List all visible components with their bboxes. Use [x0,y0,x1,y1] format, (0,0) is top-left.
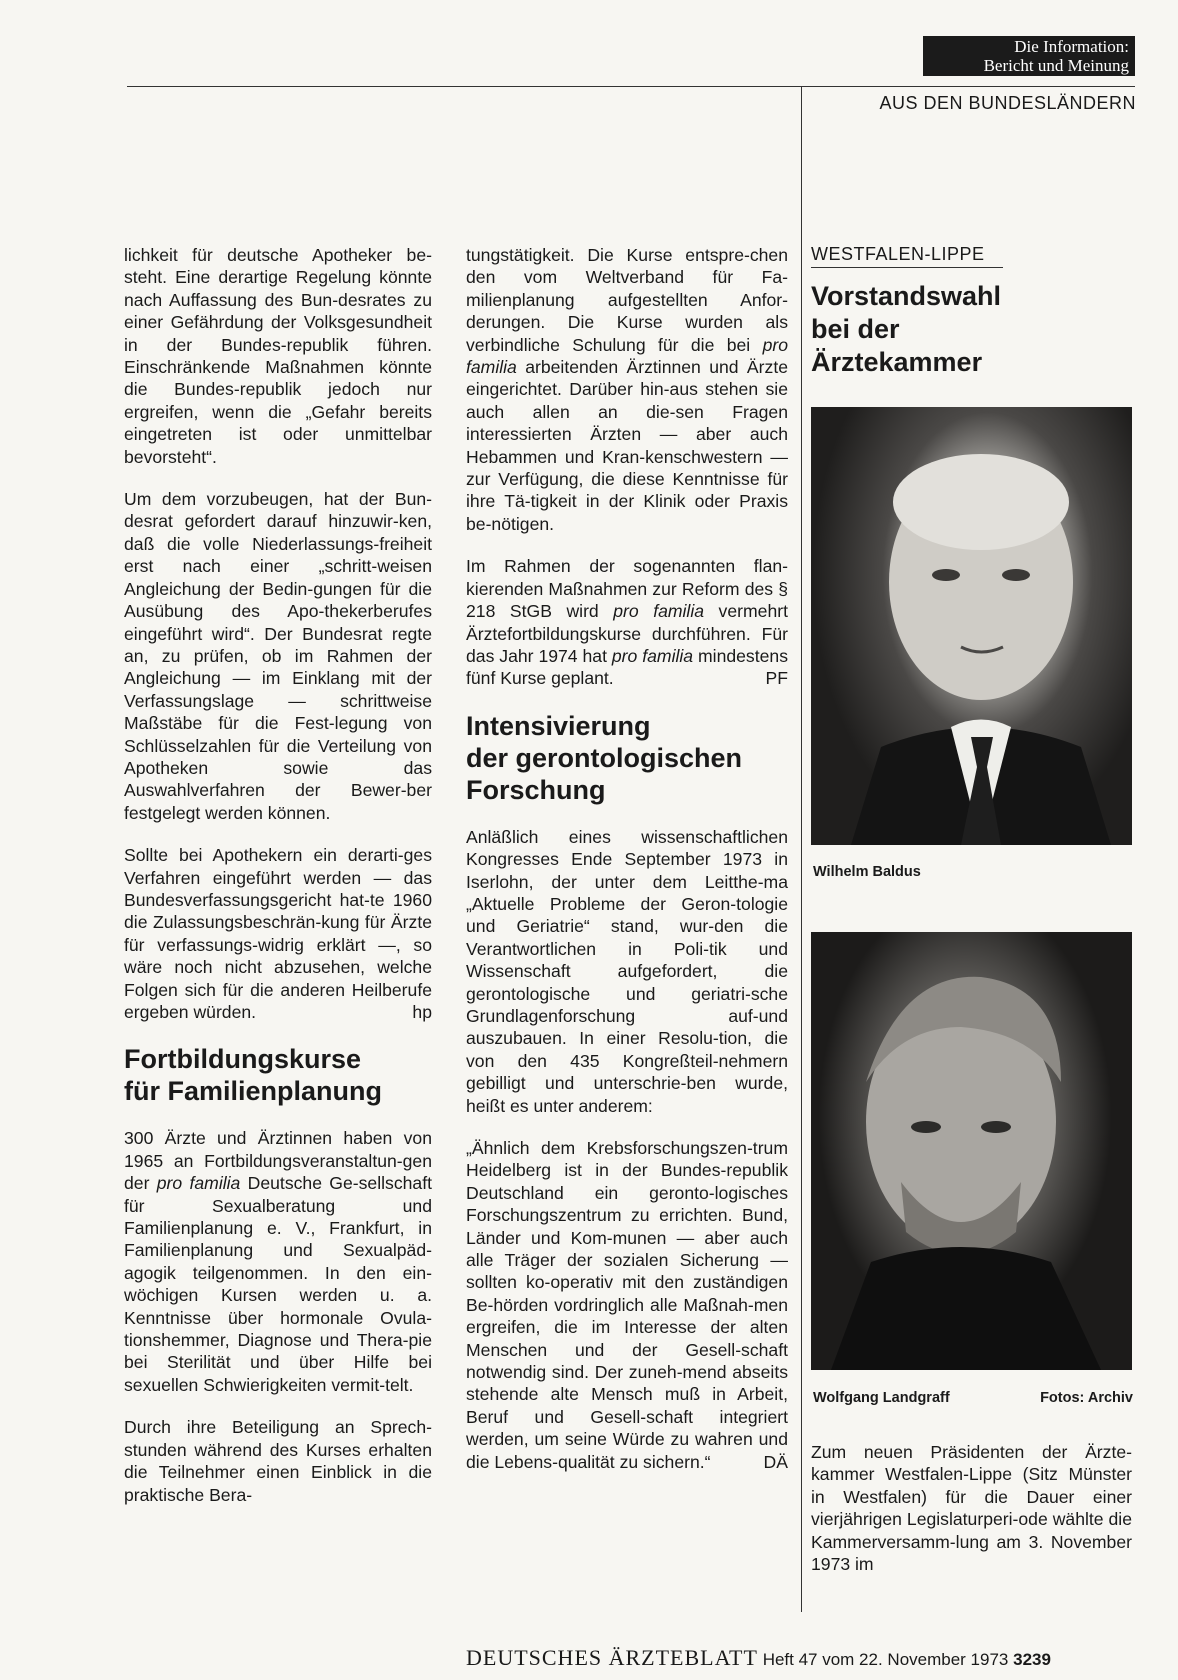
portrait-illustration [811,407,1132,845]
paragraph: lichkeit für deutsche Apotheker be-steht. Eine derartige Regelung könnte nach Auffassung des Bun-desrates zu einer Gefährdung der Volksgesundheit in der Bundes-republik führen. Einschränkende Maßnahmen könnte die Bundes-republik jedoch nur ergreifen, wenn die „Gefahr bereits eingetreten ist oder unmittelbar bevorsteht“. [124,245,432,467]
paragraph: Im Rahmen der sogenannten flan-kierenden Maßnahmen zur Reform des § 218 StGB wird pro familia vermehrt Ärztefortbildungskurse durchführen. Für das Jahr 1974 hat pro familia mindestens fünf Kurse geplant. PF [466,556,788,689]
paragraph: Anläßlich eines wissenschaftlichen Kongresses Ende September 1973 in Iserlohn, der unter dem Leitthe-ma „Aktuelle Probleme der Geron-tologie und Geriatrie“ stand, wur-den die Verantwortlichen in Poli-tik und Wissenschaft aufgefordert, die gerontologische und geriatri-sche Grundlagenforschung auf-und auszubauen. In einer Resolu-tion, die von den 435 Kongreßteil-nehmern gebilligt und unterschrie-ben wurde, heißt es unter anderem: [466,826,788,1116]
photo-caption: Wolfgang Landgraff [813,1390,950,1406]
paragraph: Zum neuen Präsidenten der Ärzte-kammer Westfalen-Lippe (Sitz Münster in Westfalen) für die Dauer einer vierjährigen Legislaturperi-ode wählte die Kammerversamm-lung am 3. November 1973 im [811,1442,1132,1575]
paragraph: Um dem vorzubeugen, hat der Bun-desrat gefordert darauf hinzuwir-ken, daß die volle Niederlassungs-freiheit erst nach einer „schritt-weisen Angleichung der Bedin-gungen für die Ausübung des Apo-thekerberufes eingeführt wird“. Der Bundesrat regte an, zu prüfen, ob im Rahmen der Angleichung — im Einklang mit der Verfassungslage — schrittweise Maßstäbe für die Fest-legung von Schlüsselzahlen für die Verteilung von Apotheken sowie das Auswahlverfahren der Bewer-ber festgelegt werden können. [124,489,432,823]
article-headline: Intensivierung der gerontologischen Forschung [466,710,743,805]
paragraph: Durch ihre Beteiligung an Sprech-stunden während des Kurses erhalten die Teilnehmer einen Einblick in die praktische Bera- [124,1417,432,1505]
page-number: 3239 [1013,1650,1051,1669]
photo-caption: Wilhelm Baldus [813,864,921,880]
portrait-photo [811,407,1132,845]
portrait-photo [811,932,1132,1370]
paragraph: Sollte bei Apothekern ein derarti-ges Verfahren eingeführt werden — das Bundesverfassungsgericht hat-te 1960 die Zulassungsbeschrän-kung für Ärzte für verfassungs-widrig erklärt —, so wäre noch nicht abzusehen, welche Folgen sich für die anderen Heilberufe ergeben würden. hp [124,845,432,1022]
column-3 [811,1441,1132,1595]
portrait-illustration [811,932,1132,1370]
column-1 [124,244,432,1526]
photo-credit: Fotos: Archiv [1040,1390,1133,1406]
author-signature: DÄ [763,1451,788,1472]
rubric-tag-line1: Die Information: [1014,37,1129,56]
paragraph: tungstätigkeit. Die Kurse entspre-chen den vom Weltverband für Fa-milienplanung aufgestellten Anfor-derungen. Die Kurse wurden als verbindliche Schulung für die bei pro familia arbeitenden Ärztinnen und Ärzte eingerichtet. Darüber hin-aus stehen sie auch allen an die-sen Fragen interessierten Ärzten — aber auch Hebammen und Kran-kenschwestern — zur Verfügung, die diese Kenntnisse für ihre Tä-tigkeit in der Klinik oder Praxis be-nötigen. [466,245,788,534]
rubric-tag [923,36,1135,76]
author-signature: hp [412,1002,432,1022]
column-2 [466,244,788,1493]
page-footer [466,1645,1051,1671]
author-signature: PF [765,668,788,689]
section-title: AUS DEN BUNDESLÄNDERN [879,93,1136,113]
issue-info: Heft 47 vom 22. November 1973 [762,1650,1009,1669]
paragraph: „Ähnlich dem Krebsforschungszen-trum Heidelberg ist in der Bundes-republik Deutschland ein geronto-logisches Forschungszentrum zu errichten. Bund, Länder und Kom-munen — aber auch alle Träger der sozialen Sicherung — sollten ko-operativ mit den zuständigen Be-hörden vordringlich alle Maßnah-men ergreifen, die im Interesse der alten Menschen und der Gesell-schaft notwendig sind. Der zuneh-mend abseits stehende alte Mensch muß in Arbeit, Beruf und Gesell-schaft integriert werden, um seine Würde zu wahren und die Lebens-qualität zu sichern.“ DÄ [466,1138,788,1472]
rubric-tag-line2: Bericht und Meinung [983,56,1129,75]
article-headline: Vorstandswahl bei der Ärztekammer [811,281,1002,377]
article-headline: Fortbildungskurse für Familienplanung [124,1044,383,1107]
article-kicker: WESTFALEN-LIPPE [811,244,1003,268]
paragraph: 300 Ärzte und Ärztinnen haben von 1965 an Fortbildungsveranstaltun-gen der pro familia Deutsche Ge-sellschaft für Sexualberatung und Familienplanung e. V., Frankfurt, in Familienplanung und Sexualpäd-agogik teilgenommen. In den ein-wöchigen Kursen werden u. a. Kenntnisse über hormonale Ovula-tionshemmer, Diagnose und Thera-pie bei Sterilität und über Hilfe bei sexuellen Schwierigkeiten vermit-telt. [124,1128,432,1395]
column-rule [801,86,802,1612]
top-rule [127,86,1135,87]
masthead: DEUTSCHES ÄRZTEBLATT [466,1645,758,1670]
